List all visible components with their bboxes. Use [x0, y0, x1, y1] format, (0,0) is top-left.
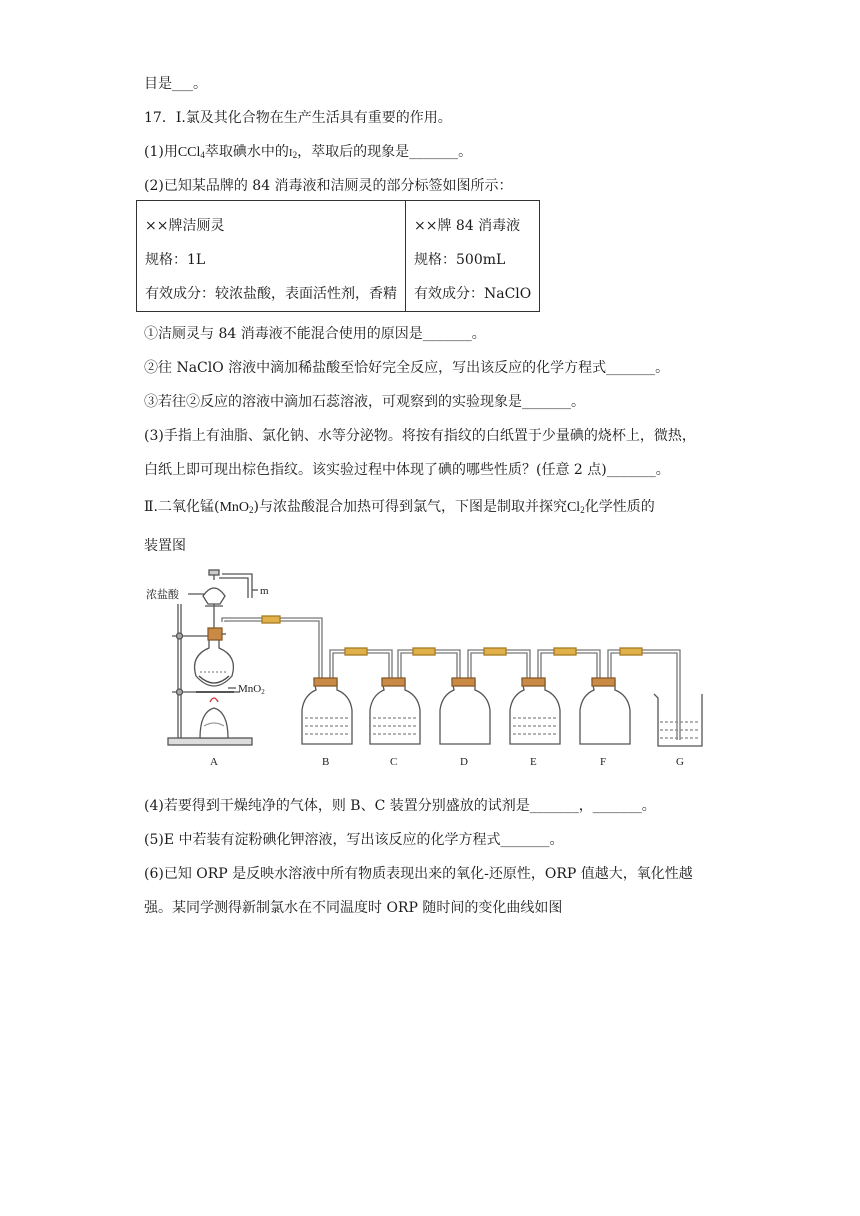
q5-text: (5)E 中若装有淀粉碘化钾溶液，写出该反应的化学方程式_______。 [144, 832, 564, 848]
part-2-intro: Ⅱ.二氧化锰(MnO$_2$)与浓盐酸混合加热可得到氯气，下图是制取并探究$Cl_2$化学性质的 [144, 499, 655, 515]
beaker [654, 694, 702, 746]
round-bottom-flask [195, 628, 234, 686]
q1-text [144, 142, 472, 165]
delivery-tubes [222, 618, 680, 740]
q4-text: (4)若要得到干燥纯净的气体，则 B、C 装置分别盛放的试剂是_______，_______。 [144, 798, 656, 814]
rubber-connectors [262, 616, 642, 655]
q3-text-line1: (3)手指上有油脂、氯化钠、水等分泌物。将按有指纹的白纸置于少量碘的烧杯上，微热， [144, 428, 696, 444]
separatory-funnel [203, 570, 252, 630]
ccl4-formula: CCl$_4$ [177, 145, 205, 160]
label-mno2: MnO2 [238, 683, 265, 696]
label-C: C [390, 756, 398, 768]
toilet-cleaner-spec: 规格：1L [145, 252, 206, 268]
q1-part-a: (1)用 [144, 144, 178, 160]
q6-text-line2: 强。某同学测得新制氯水在不同温度时 ORP 随时间的变化曲线如图 [144, 900, 563, 916]
disinfectant-spec: 规格：500mL [414, 252, 506, 268]
toilet-cleaner-label [137, 201, 406, 312]
q6-text-line1: (6)已知 ORP 是反映水溶液中所有物质表现出来的氧化-还原性，ORP 值越大，氧化性越 [144, 866, 693, 882]
apparatus-caption: 装置图 [144, 538, 186, 554]
q2-1-text: ①洁厕灵与 84 消毒液不能混合使用的原因是_______。 [144, 326, 486, 342]
q2-text: (2)已知某品牌的 84 消毒液和洁厕灵的部分标签如图所示： [144, 178, 513, 194]
q2-2-text: ②往 NaClO 溶液中滴加稀盐酸至恰好完全反应，写出该反应的化学方程式_______。 [144, 360, 670, 376]
bottle-stoppers [314, 678, 615, 686]
i2-formula: $I_2$ [288, 147, 298, 160]
mno2-formula: MnO$_2$ [219, 500, 254, 515]
product-label-table [136, 200, 540, 312]
label-A: A [210, 756, 218, 768]
disinfectant-name: ××牌 84 消毒液 [414, 218, 521, 234]
label-hcl: 浓盐酸 [146, 589, 179, 601]
question-17-intro: 17．Ⅰ.氯及其化合物在生产生活具有重要的作用。 [144, 110, 452, 126]
alcohol-lamp [196, 692, 234, 738]
q2-3-text: ③若往②反应的溶液中滴加石蕊溶液，可观察到的实验现象是_______。 [144, 394, 585, 410]
toilet-cleaner-ingredient: 有效成分：较浓盐酸，表面活性剂，香精 [145, 286, 397, 302]
iron-stand [168, 604, 252, 745]
label-F: F [600, 756, 607, 768]
disinfectant-label [406, 201, 540, 312]
label-B: B [322, 756, 330, 768]
label-D: D [460, 756, 468, 768]
label-G: G [676, 756, 684, 768]
q3-text-line2: 白纸上即可现出棕色指纹。该实验过程中体现了碘的哪些性质？(任意 2 点)_______。 [144, 462, 670, 478]
q1-part-c: 萃取碘水中的 [204, 144, 289, 160]
label-E: E [530, 756, 537, 768]
prev-question-tail: 目是___。 [144, 76, 207, 92]
q1-part-e: ，萃取后的现象是_______。 [297, 144, 473, 160]
label-m: m [260, 585, 269, 597]
disinfectant-ingredient: 有效成分：NaClO [414, 286, 532, 302]
cl2-formula: $Cl_2$ [566, 500, 585, 515]
toilet-cleaner-name: ××牌洁厕灵 [145, 218, 225, 234]
gas-washing-bottles [302, 680, 630, 744]
liquid-levels [305, 718, 700, 738]
